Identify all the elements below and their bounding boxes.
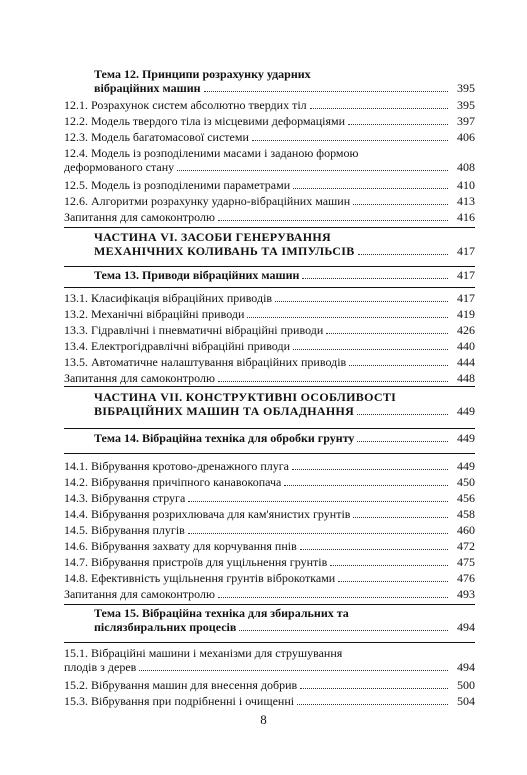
toc-entry[interactable]	[64, 130, 475, 144]
dot-leader	[302, 278, 448, 279]
toc-topic-heading[interactable]	[64, 606, 475, 634]
toc-entry[interactable]	[64, 646, 475, 674]
section-divider	[64, 266, 475, 267]
section-divider	[64, 428, 475, 429]
dot-leader	[275, 301, 448, 302]
dot-leader	[204, 91, 448, 92]
toc-entry-title: 13.2. Механічні вібраційні приводи	[64, 307, 245, 321]
toc-entry[interactable]	[64, 355, 475, 369]
toc-entry-title: 13.3. Гідравлічні і пневматичні вібраційні приводи	[64, 323, 324, 337]
toc-page-number: 417	[457, 268, 475, 282]
toc-page-number: 448	[457, 371, 475, 385]
toc-entry[interactable]	[64, 194, 475, 208]
toc-entry-title: 14.5. Вібрування плугів	[64, 523, 185, 537]
toc-entry[interactable]	[64, 210, 475, 224]
dot-leader	[218, 597, 448, 598]
toc-entry-title: 15.2. Вібрування машин для внесення добрив	[64, 678, 298, 692]
toc-entry-title: МЕХАНІЧНИХ КОЛИВАНЬ ТА ІМПУЛЬСІВ	[94, 244, 355, 258]
toc-page-number: 494	[457, 660, 475, 674]
dot-leader	[293, 188, 448, 189]
dot-leader	[353, 204, 448, 205]
toc-entry-title: ЧАСТИНА VII. КОНСТРУКТИВНІ ОСОБЛИВОСТІ	[94, 390, 397, 404]
toc-entry-title: 14.4. Вібрування розрихлювача для кам'янистих грунтів	[64, 507, 351, 521]
toc-page-number: 494	[457, 620, 475, 634]
toc-page-number: 440	[457, 339, 475, 353]
dot-leader	[326, 333, 448, 334]
toc-entry-title: Запитання для самоконтролю	[64, 587, 215, 601]
toc-entry[interactable]	[64, 555, 475, 569]
toc-entry-title: 12.2. Модель твердого тіла із місцевими деформаціями	[64, 114, 346, 128]
toc-entry-title: ЧАСТИНА VI. ЗАСОБИ ГЕНЕРУВАННЯ	[94, 230, 331, 244]
toc-entry[interactable]	[64, 539, 475, 553]
section-divider	[64, 227, 475, 228]
toc-entry[interactable]	[64, 459, 475, 473]
toc-entry-title: Тема 13. Приводи вібраційних машин	[94, 268, 300, 282]
toc-entry-title: плодів з дерев	[64, 660, 137, 674]
toc-entry-title: 15.3. Вібрування при подрібненні і очищенні	[64, 694, 295, 708]
toc-page-number: 458	[457, 507, 475, 521]
toc-page-number: 408	[457, 160, 475, 174]
toc-page-number: 416	[457, 210, 475, 224]
dot-leader	[252, 140, 448, 141]
toc-page-number: 476	[457, 571, 475, 585]
dot-leader	[349, 365, 448, 366]
toc-page-number: 397	[457, 114, 475, 128]
toc-entry-title: 15.1. Вібраційні машини і механізми для струшування	[64, 646, 343, 660]
toc-entry[interactable]	[64, 571, 475, 585]
dot-leader	[338, 581, 448, 582]
toc-page-number: 504	[457, 694, 475, 708]
toc-page-number: 475	[457, 555, 475, 569]
toc-entry-title: 12.5. Модель із розподіленими параметрами	[64, 178, 291, 192]
toc-entry-title: 14.7. Вібрування пристроїв для ущільнення грунтів	[64, 555, 328, 569]
dot-leader	[292, 469, 448, 470]
toc-entry-title: 13.1. Класифікація вібраційних приводів	[64, 291, 273, 305]
toc-entry-title: післязбиральних процесів	[94, 620, 237, 634]
toc-topic-heading[interactable]	[64, 431, 475, 445]
toc-entry[interactable]	[64, 98, 475, 112]
toc-entry[interactable]	[64, 491, 475, 505]
toc-entry-title: 12.1. Розрахунок систем абсолютно твердих тіл	[64, 98, 307, 112]
section-divider	[64, 287, 475, 288]
toc-entry[interactable]	[64, 587, 475, 601]
toc-entry-title: 14.6. Вібрування захвату для корчування пнів	[64, 539, 297, 553]
toc-entry-title: деформованого стану	[64, 160, 175, 174]
toc-page-number: 419	[457, 307, 475, 321]
toc-topic-heading[interactable]	[64, 268, 475, 282]
toc-page-number: 449	[457, 404, 475, 418]
toc-page-number: 406	[457, 130, 475, 144]
toc-entry[interactable]	[64, 339, 475, 353]
toc-page-number: 395	[457, 81, 475, 95]
toc-page-number: 450	[457, 475, 475, 489]
dot-leader	[358, 254, 448, 255]
toc-entry-title: ВІБРАЦІЙНИХ МАШИН ТА ОБЛАДНАННЯ	[94, 404, 355, 418]
toc-page-number: 417	[457, 291, 475, 305]
toc-entry[interactable]	[64, 178, 475, 192]
toc-entry[interactable]	[64, 694, 475, 708]
toc-entry-title: 12.6. Алгоритми розрахунку ударно-вібраційних машин	[64, 194, 351, 208]
toc-entry-title: Тема 14. Вібраційна техніка для обробки грунту	[94, 431, 355, 445]
dot-leader	[177, 170, 448, 171]
dot-leader	[188, 501, 448, 502]
dot-leader	[293, 349, 448, 350]
toc-entry[interactable]	[64, 291, 475, 305]
section-divider	[64, 604, 475, 605]
toc-entry-title: Запитання для самоконтролю	[64, 210, 215, 224]
toc-page-number: 493	[457, 587, 475, 601]
dot-leader	[247, 317, 448, 318]
toc-entry[interactable]	[64, 507, 475, 521]
toc-entry-title: Запитання для самоконтролю	[64, 371, 215, 385]
toc-entry-title: 14.3. Вібрування струга	[64, 491, 186, 505]
toc-entry[interactable]	[64, 323, 475, 337]
toc-entry[interactable]	[64, 523, 475, 537]
dot-leader	[239, 630, 448, 631]
toc-entry[interactable]	[64, 678, 475, 692]
toc-entry-title: Тема 12. Принципи розрахунку ударних	[94, 67, 311, 81]
dot-leader	[284, 485, 448, 486]
toc-entry[interactable]	[64, 146, 475, 174]
toc-entry[interactable]	[64, 371, 475, 385]
toc-entry-title: 13.4. Електрогідравлічні вібраційні приводи	[64, 339, 290, 353]
dot-leader	[218, 220, 448, 221]
toc-entry-title: вібраційних машин	[94, 81, 201, 95]
toc-entry-title: Тема 15. Вібраційна техніка для збиральних та	[94, 606, 349, 620]
toc-entry-title: 12.4. Модель із розподіленими масами і заданою формою	[64, 146, 359, 160]
toc-page-number: 417	[457, 244, 475, 258]
toc-page-number: 449	[457, 431, 475, 445]
toc-page-number: 410	[457, 178, 475, 192]
toc-page-number: 456	[457, 491, 475, 505]
toc-entry-title: 14.1. Вібрування кротово-дренажного плуга	[64, 459, 289, 473]
toc-entry-title: 14.2. Вібрування причіпного канавокопача	[64, 475, 282, 489]
toc-entry[interactable]	[64, 475, 475, 489]
dot-leader	[300, 549, 448, 550]
dot-leader	[348, 124, 448, 125]
dot-leader	[357, 441, 448, 442]
dot-leader	[297, 704, 448, 705]
dot-leader	[218, 381, 448, 382]
dot-leader	[188, 533, 448, 534]
dot-leader	[139, 670, 448, 671]
dot-leader	[310, 108, 448, 109]
page-number: 8	[260, 712, 267, 727]
section-divider	[64, 386, 475, 387]
toc-entry[interactable]	[64, 307, 475, 321]
section-divider	[64, 453, 475, 454]
toc-entry-title: 13.5. Автоматичне налаштування вібраційних приводів	[64, 355, 347, 369]
toc-page-number: 444	[457, 355, 475, 369]
dot-leader	[353, 517, 448, 518]
dot-leader	[300, 688, 448, 689]
toc-page-number: 413	[457, 194, 475, 208]
toc-page-number: 500	[457, 678, 475, 692]
toc-topic-heading[interactable]	[64, 67, 475, 95]
toc-part-heading[interactable]	[64, 390, 475, 418]
toc-entry-title: 14.8. Ефективність ущільнення грунтів віброкотками	[64, 571, 336, 585]
toc-entry[interactable]	[64, 114, 475, 128]
section-divider	[64, 642, 475, 643]
toc-page-number: 395	[457, 98, 475, 112]
toc-entry-title: 12.3. Модель багатомасової системи	[64, 130, 249, 144]
dot-leader	[357, 414, 448, 415]
toc-page-number: 472	[457, 539, 475, 553]
toc-part-heading[interactable]	[64, 230, 475, 258]
dot-leader	[330, 565, 448, 566]
toc-page-number: 449	[457, 459, 475, 473]
toc-page-number: 426	[457, 323, 475, 337]
toc-page-number: 460	[457, 523, 475, 537]
